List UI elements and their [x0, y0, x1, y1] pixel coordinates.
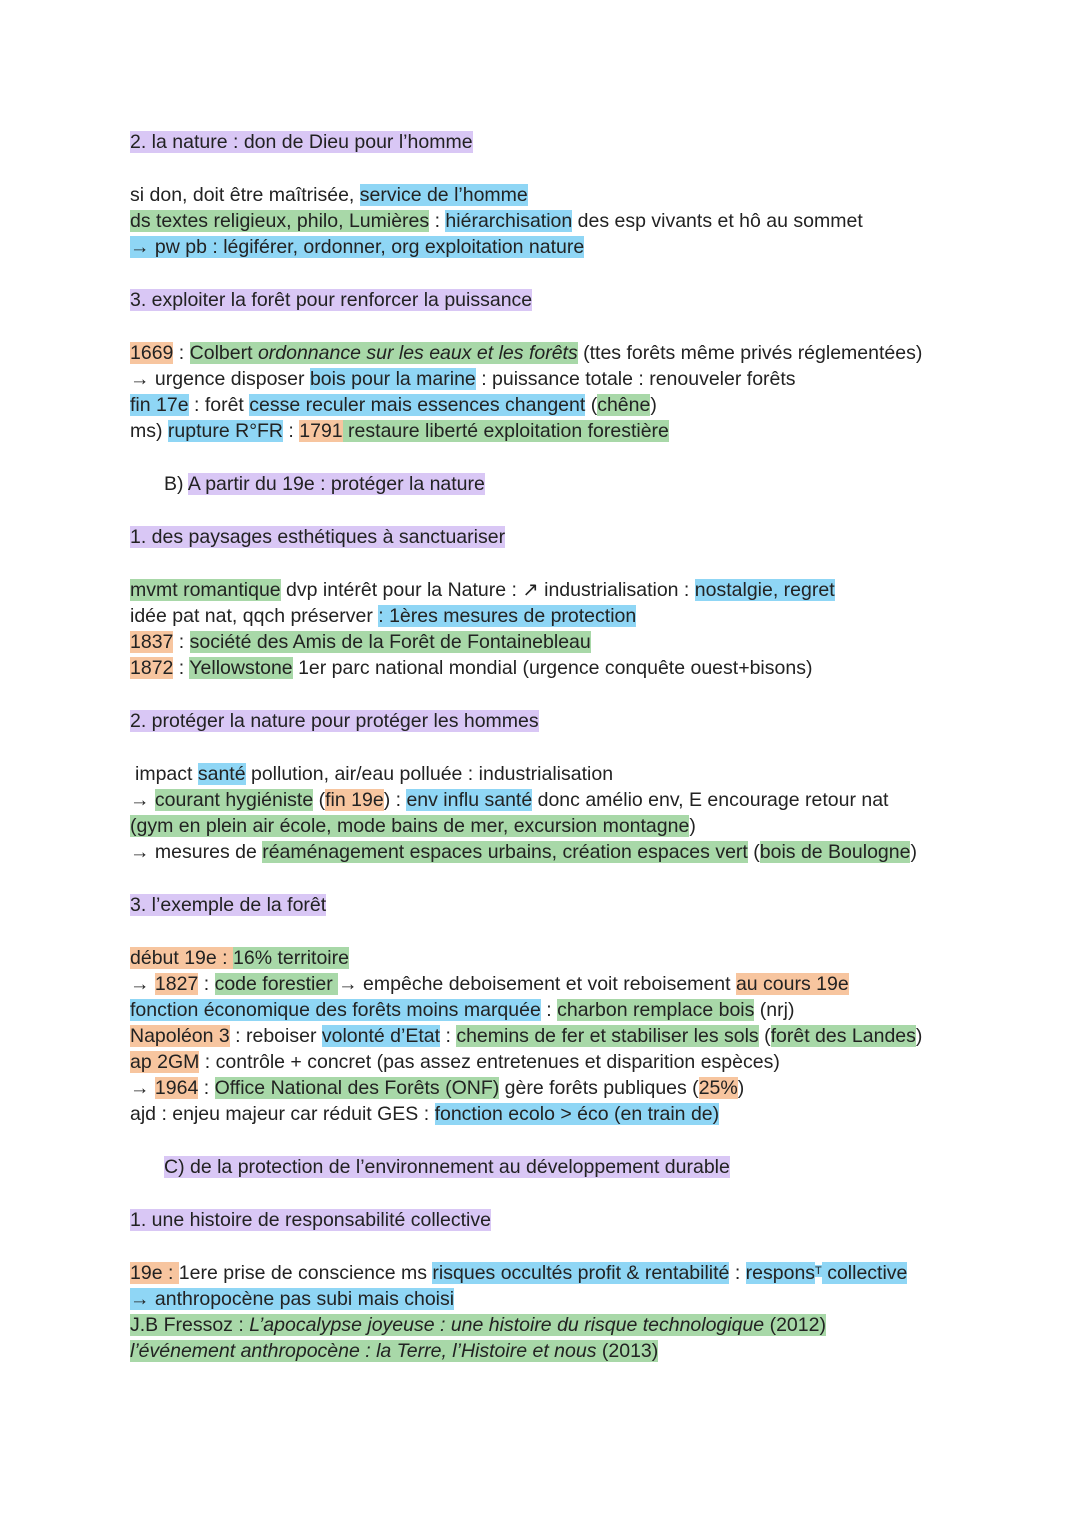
- highlighted-text: volonté d’Etat: [321, 1025, 441, 1047]
- note-text: B): [164, 473, 188, 495]
- note-line: [130, 182, 528, 208]
- note-text: des esp vivants et hô au sommet: [572, 210, 863, 232]
- highlighted-text: ordonnance sur les eaux et les forêts: [257, 342, 578, 364]
- note-line: [130, 392, 657, 418]
- highlighted-text: 1. une histoire de responsabilité collective: [130, 1209, 491, 1231]
- note-text: : reboiser: [229, 1025, 322, 1047]
- note-text: ): [689, 815, 696, 837]
- highlighted-text: courant hygiéniste: [154, 789, 314, 811]
- highlighted-text: C) de la protection de l’environnement au développement durable: [164, 1156, 730, 1178]
- highlighted-text: Colbert: [189, 342, 258, 364]
- note-text: si don, doit être maîtrisée,: [130, 184, 360, 206]
- highlighted-text: Office National des Forêts (ONF): [214, 1077, 500, 1099]
- highlighted-text: société des Amis de la Forêt de Fontainebleau: [189, 631, 591, 653]
- note-text: → empêche deboisement et voit reboisement: [338, 973, 736, 995]
- highlighted-text: fonction ecolo > éco (en train de): [434, 1103, 720, 1125]
- note-text: :: [198, 1077, 215, 1099]
- note-line: [130, 287, 532, 313]
- note-line: [130, 577, 835, 603]
- highlighted-text: risques occultés profit & rentabilité: [432, 1262, 730, 1284]
- note-line: [130, 603, 636, 629]
- note-text: →: [130, 789, 155, 811]
- note-line: [130, 997, 794, 1023]
- highlighted-text: début 19e :: [130, 947, 234, 969]
- note-line: [130, 1286, 454, 1312]
- note-line: [135, 761, 613, 787]
- note-line: [130, 208, 863, 234]
- note-line: [130, 340, 922, 366]
- highlighted-text: A partir du 19e : protéger la nature: [187, 473, 485, 495]
- highlighted-text: bois pour la marine: [309, 368, 476, 390]
- highlighted-text: nostalgie, regret: [694, 579, 835, 601]
- highlighted-text: J.B Fressoz :: [130, 1314, 250, 1336]
- highlighted-text: rupture R°FR: [167, 420, 283, 442]
- note-text: : contrôle + concret (pas assez entretenues et disparition espèces): [199, 1051, 780, 1073]
- highlighted-text: Yellowstone: [189, 657, 293, 679]
- highlighted-text: : 1ères mesures de protection: [378, 605, 637, 627]
- note-text: (ttes forêts même privés réglementées): [577, 342, 923, 364]
- highlighted-text: 1791: [299, 420, 343, 442]
- note-text: :: [282, 420, 300, 442]
- highlighted-text: service de l’homme: [359, 184, 528, 206]
- note-text: (: [747, 841, 760, 863]
- note-line: [164, 1154, 730, 1180]
- note-text: 1ere prise de conscience ms: [178, 1262, 433, 1284]
- highlighted-text: env influ santé: [406, 789, 533, 811]
- note-text: :: [173, 657, 190, 679]
- highlighted-text: 3. exploiter la forêt pour renforcer la puissance: [130, 289, 533, 311]
- highlighted-text: au cours 19e: [735, 973, 849, 995]
- highlighted-text: → pw pb : légiférer, ordonner, org exploitation nature: [130, 236, 585, 258]
- note-text: (nrj): [754, 999, 795, 1021]
- note-text: :: [173, 631, 190, 653]
- highlighted-text: 1827: [154, 973, 199, 995]
- note-text: dvp intérêt pour la Nature : ↗ industrialisation :: [280, 579, 695, 601]
- note-text: (: [313, 789, 326, 811]
- highlighted-text: 1. des paysages esthétiques à sanctuariser: [130, 526, 506, 548]
- highlighted-text: réaménagement espaces urbains, création espaces vert: [262, 841, 748, 863]
- note-line: [130, 892, 326, 918]
- highlighted-text: 25%: [698, 1077, 738, 1099]
- note-line: [130, 1023, 922, 1049]
- note-text: ): [650, 394, 657, 416]
- highlighted-text: forêt des Landes: [770, 1025, 916, 1047]
- note-text: :: [729, 1262, 746, 1284]
- highlighted-text: → anthropocène pas subi mais choisi: [130, 1288, 455, 1310]
- highlighted-text: bois de Boulogne: [759, 841, 911, 863]
- note-text: ): [737, 1077, 745, 1099]
- note-line: [130, 1101, 719, 1127]
- note-text: ): [915, 1025, 923, 1047]
- highlighted-text: 19e :: [130, 1262, 179, 1284]
- highlighted-text: respons: [745, 1262, 816, 1284]
- note-line: [130, 813, 696, 839]
- note-text: 1er parc national mondial (urgence conquête ouest+bisons): [292, 657, 813, 679]
- note-text: ) :: [383, 789, 407, 811]
- note-text: gère forêts publiques (: [499, 1077, 699, 1099]
- highlighted-text: santé: [197, 763, 246, 785]
- note-text: :: [540, 999, 558, 1021]
- note-line: [130, 971, 849, 997]
- highlighted-text: ap 2GM: [130, 1051, 200, 1073]
- highlighted-text: 2. protéger la nature pour protéger les hommes: [130, 710, 539, 732]
- highlighted-text: ds textes religieux, philo, Lumières: [130, 210, 430, 232]
- note-line: [130, 1260, 907, 1286]
- highlighted-text: restaure liberté exploitation forestière: [342, 420, 669, 442]
- highlighted-text: 1837: [130, 631, 174, 653]
- note-line: [130, 787, 888, 813]
- highlighted-text: 1872: [130, 657, 174, 679]
- note-text: :: [198, 973, 215, 995]
- note-line: [130, 1338, 658, 1364]
- note-line: [130, 945, 349, 971]
- highlighted-text: T: [815, 1265, 822, 1277]
- note-text: → urgence disposer: [130, 368, 310, 390]
- note-line: [130, 708, 539, 734]
- highlighted-text: l’événement anthropocène : la Terre, l’Histoire et nous: [130, 1340, 597, 1362]
- highlighted-text: charbon remplace bois: [557, 999, 755, 1021]
- highlighted-text: code forestier: [214, 973, 339, 995]
- note-text: impact: [135, 763, 198, 785]
- highlighted-text: chemins de fer et stabiliser les sols: [456, 1025, 759, 1047]
- highlighted-text: chêne: [597, 394, 651, 416]
- note-line: [130, 129, 473, 155]
- note-text: →: [130, 1077, 155, 1099]
- note-line: [130, 234, 584, 260]
- note-text: :: [429, 210, 446, 232]
- note-line: [130, 629, 591, 655]
- highlighted-text: hiérarchisation: [445, 210, 573, 232]
- note-text: →: [130, 973, 155, 995]
- highlighted-text: (2013): [596, 1340, 659, 1362]
- note-text: donc amélio env, E encourage retour nat: [532, 789, 889, 811]
- note-text: : puissance totale : renouveler forêts: [475, 368, 796, 390]
- note-text: (: [758, 1025, 771, 1047]
- note-line: [130, 1207, 491, 1233]
- note-line: [130, 655, 812, 681]
- note-text: ajd : enjeu majeur car réduit GES :: [130, 1103, 435, 1125]
- note-line: [130, 1075, 744, 1101]
- highlighted-text: 3. l’exemple de la forêt: [130, 894, 327, 916]
- note-text: :: [173, 342, 190, 364]
- highlighted-text: (2012): [764, 1314, 826, 1336]
- note-text: ): [910, 841, 917, 863]
- highlighted-text: mvmt romantique: [130, 579, 281, 601]
- note-line: [130, 1312, 826, 1338]
- note-line: [164, 471, 485, 497]
- highlighted-text: 16% territoire: [233, 947, 349, 969]
- note-text: :: [440, 1025, 457, 1047]
- highlighted-text: fonction économique des forêts moins marquée: [130, 999, 541, 1021]
- highlighted-text: (gym en plein air école, mode bains de mer, excursion montagne: [130, 815, 690, 837]
- highlighted-text: 2. la nature : don de Dieu pour l’homme: [130, 131, 473, 153]
- highlighted-text: cesse reculer mais essences changent: [249, 394, 586, 416]
- highlighted-text: 1669: [130, 342, 174, 364]
- note-text: : forêt: [188, 394, 250, 416]
- highlighted-text: Napoléon 3: [130, 1025, 230, 1047]
- highlighted-text: 1964: [154, 1077, 199, 1099]
- highlighted-text: fin 19e: [325, 789, 384, 811]
- note-line: [130, 1049, 780, 1075]
- highlighted-text: fin 17e: [130, 394, 189, 416]
- note-text: ms): [130, 420, 168, 442]
- note-line: [130, 366, 796, 392]
- note-line: [130, 418, 669, 444]
- note-text: → mesures de: [130, 841, 263, 863]
- highlighted-text: collective: [821, 1262, 908, 1284]
- highlighted-text: L’apocalypse joyeuse : une histoire du risque technologique: [249, 1314, 765, 1336]
- note-text: (: [585, 394, 598, 416]
- note-text: idée pat nat, qqch préserver: [130, 605, 379, 627]
- note-line: [130, 839, 917, 865]
- note-text: pollution, air/eau polluée : industrialisation: [245, 763, 614, 785]
- note-line: [130, 524, 505, 550]
